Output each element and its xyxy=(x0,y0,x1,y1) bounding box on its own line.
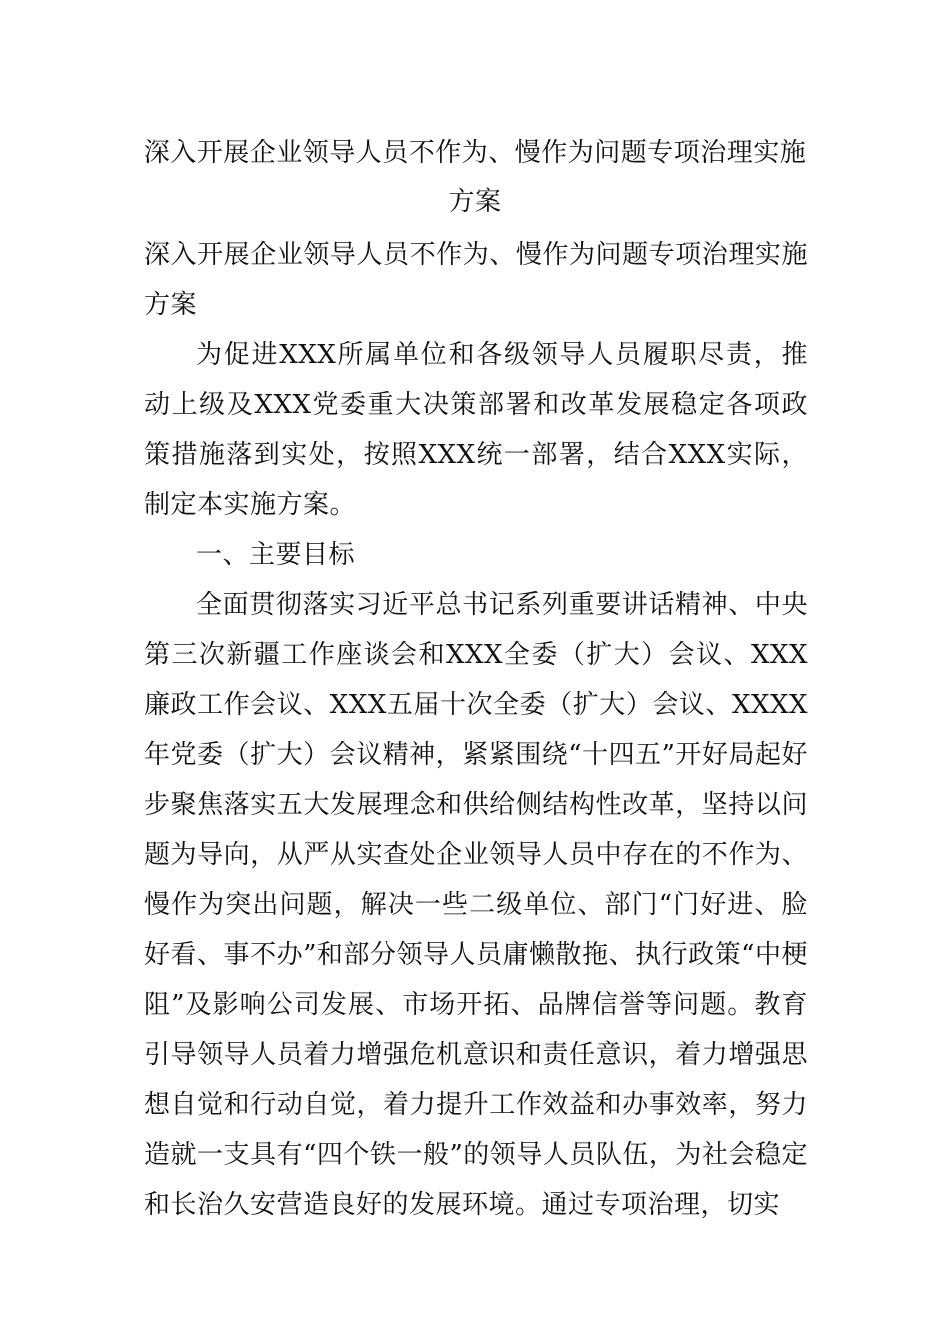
section-heading-main-goals: 一、主要目标 xyxy=(196,540,356,570)
intro-paragraph: 为促进XXX所属单位和各级领导人员履职尽责，推动上级及XXX党委重大决策部署和改革发展稳定各项政策措施落到实处，按照XXX统一部署，结合XXX实际，制定本实施方案。 xyxy=(144,340,808,520)
main-goals-paragraph: 全面贯彻落实习近平总书记系列重要讲话精神、中央第三次新疆工作座谈会和XXX全委（扩大）会议、XXX廉政工作会议、XXX五届十次全委（扩大）会议、XXXX年党委（扩大）会议精神，紧紧围绕“十四五”开好局起好步聚焦落实五大发展理念和供给侧结构性改革，坚持以问题为导向，从严从实查处企业领导人员中存在的不作为、慢作为突出问题，解决一些二级单位、部门“门好进、脸好看、事不办”和部分领导人员庸懒散拖、执行政策“中梗阻”及影响公司发展、市场开拓、品牌信誉等问题。教育引导领导人员着力增强危机意识和责任意识，着力增强思想自觉和行动自觉，着力提升工作效益和办事效率，努力造就一支具有“四个铁一般”的领导人员队伍，为社会稳定和长治久安营造良好的发展环境。通过专项治理，切实 xyxy=(144,590,808,1220)
document-title-line1: 深入开展企业领导人员不作为、慢作为问题专项治理实施 xyxy=(143,138,807,168)
document-subtitle: 深入开展企业领导人员不作为、慢作为问题专项治理实施方案 xyxy=(144,240,808,320)
document-body xyxy=(144,230,808,1230)
document-title-line2: 方案 xyxy=(448,187,502,217)
